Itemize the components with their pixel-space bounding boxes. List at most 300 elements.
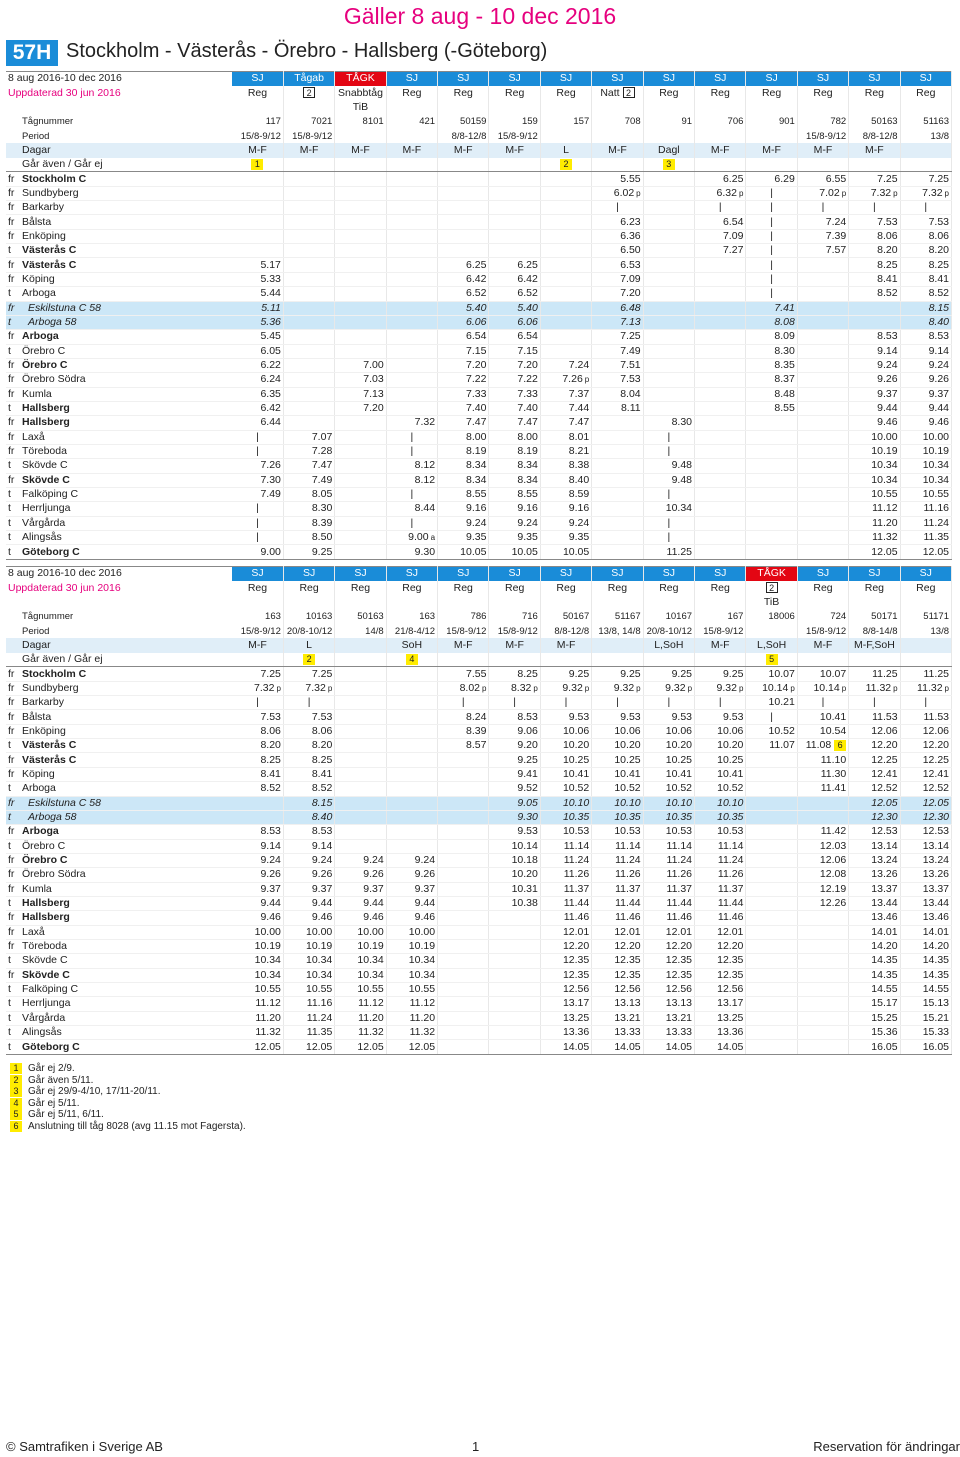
row-label: 8 aug 2016-10 dec 2016 (6, 72, 232, 86)
departure-time: 10.20 (592, 739, 643, 753)
stop-row (6, 882, 952, 896)
tib-cell (386, 100, 437, 114)
departure-time (335, 229, 386, 243)
departure-time (695, 387, 746, 401)
stop-row (6, 315, 952, 329)
departure-time: 10.41 (540, 767, 591, 781)
departure-time: 9.26 (386, 868, 437, 882)
departure-time: 8.06 (232, 724, 283, 738)
departure-time: 10.34 (232, 968, 283, 982)
departure-time (386, 531, 437, 545)
departure-time: 11.37 (643, 882, 694, 896)
departure-time: 6.52 (489, 287, 540, 301)
footnote-marker: 4 (10, 1098, 22, 1109)
footnote-cell (232, 653, 283, 667)
departure-time: 8.53 (232, 825, 283, 839)
days-cell: L (283, 638, 334, 652)
stop-label (6, 1011, 232, 1025)
stop-row (6, 172, 952, 186)
departure-time: 10.34 (283, 954, 334, 968)
departure-time: 9.26 (849, 373, 900, 387)
time-value: 6.02 (613, 186, 635, 199)
stop-row (6, 1040, 952, 1054)
period-cell: 13/8, 14/8 (592, 624, 643, 638)
footnote-cell (643, 158, 694, 172)
stop-row (6, 753, 952, 767)
tib-cell (489, 595, 540, 609)
departure-time: 10.35 (592, 810, 643, 824)
departure-time (797, 516, 848, 530)
departure-time (643, 358, 694, 372)
departure-time (335, 710, 386, 724)
departure-time: 10.10 (643, 796, 694, 810)
departure-time: 11.46 (643, 911, 694, 925)
departure-time: 9.25 (540, 667, 591, 681)
departure-time: 14.05 (592, 1040, 643, 1054)
row-also (6, 158, 952, 172)
time-value: 7.32 (870, 186, 892, 199)
departure-time: 9.37 (849, 387, 900, 401)
stop-row (6, 330, 952, 344)
departure-time (592, 186, 643, 200)
stop-prefix: fr (8, 201, 15, 214)
departure-time (335, 473, 386, 487)
departure-time: 11.25 (849, 667, 900, 681)
departure-time: 11.46 (695, 911, 746, 925)
departure-time: 11.37 (592, 882, 643, 896)
departure-time: 5.44 (232, 287, 283, 301)
departure-time: 11.35 (900, 531, 951, 545)
days-cell: M-F (695, 143, 746, 157)
departure-time: 9.25 (643, 667, 694, 681)
departure-time: 6.22 (232, 358, 283, 372)
departure-time: 6.25 (438, 258, 489, 272)
footnote-text: Går ej 5/11, 6/11. (28, 1109, 104, 1121)
stop-name: Arboga (22, 825, 59, 838)
departure-time (540, 201, 591, 215)
departure-time: 11.10 (797, 753, 848, 767)
departure-time: 8.53 (283, 825, 334, 839)
stop-name: Alingsås (22, 531, 62, 544)
departure-time: 11.24 (540, 853, 591, 867)
stop-row (6, 387, 952, 401)
departure-time: 12.20 (849, 739, 900, 753)
stop-marker: p (841, 188, 847, 198)
departure-time: 6.36 (592, 229, 643, 243)
departure-time: 10.55 (335, 982, 386, 996)
departure-time: 6.25 (695, 172, 746, 186)
departure-time: 10.19 (283, 939, 334, 953)
departure-time (797, 939, 848, 953)
departure-time: 15.21 (900, 1011, 951, 1025)
departure-time: 12.20 (643, 939, 694, 953)
departure-time: 6.54 (489, 330, 540, 344)
departure-time: 7.09 (592, 272, 643, 286)
departure-time (797, 358, 848, 372)
departure-time: 7.07 (283, 430, 334, 444)
departure-time: 12.20 (900, 739, 951, 753)
footnote-cell (849, 158, 900, 172)
departure-time: 15.36 (849, 1026, 900, 1040)
stop-prefix: fr (8, 330, 15, 343)
departure-time: 6.42 (232, 401, 283, 415)
stop-marker: p (790, 683, 795, 693)
departure-time (746, 782, 797, 796)
departure-time: 8.21 (540, 444, 591, 458)
stop-row (6, 186, 952, 200)
train-number-cell: 50171 (849, 610, 900, 624)
departure-time (438, 201, 489, 215)
departure-time: | (643, 516, 694, 530)
departure-time: | (232, 696, 283, 710)
departure-time: 8.12 (386, 473, 437, 487)
departure-time (592, 473, 643, 487)
operator-cell: SJ (695, 72, 746, 86)
departure-time: 8.39 (283, 516, 334, 530)
time-value: 9.32 (562, 681, 583, 694)
operator-cell: SJ (695, 567, 746, 581)
departure-time: 12.05 (849, 796, 900, 810)
departure-time (335, 796, 386, 810)
departure-time: 11.42 (797, 825, 848, 839)
departure-time (797, 982, 848, 996)
departure-time: 12.30 (900, 810, 951, 824)
departure-time (695, 272, 746, 286)
stop-prefix: fr (8, 696, 15, 709)
footnote-cell (797, 653, 848, 667)
stop-row (6, 767, 952, 781)
stop-name: Herrljunga (22, 997, 71, 1010)
footnote-cell (283, 653, 334, 667)
departure-time (386, 344, 437, 358)
departure-time (849, 186, 900, 200)
tib-cell (540, 100, 591, 114)
stop-name: Arboga (22, 330, 59, 343)
departure-time (797, 954, 848, 968)
days-cell: M-F (849, 143, 900, 157)
stop-marker: p (327, 683, 333, 693)
departure-time: 9.35 (540, 531, 591, 545)
departure-time: 11.20 (232, 1011, 283, 1025)
departure-time: 12.01 (643, 925, 694, 939)
days-cell: M-F (592, 143, 643, 157)
departure-time: 6.44 (232, 416, 283, 430)
departure-time (335, 839, 386, 853)
departure-time: 8.59 (540, 487, 591, 501)
departure-time (643, 330, 694, 344)
period-cell: 13/8 (900, 129, 951, 143)
departure-time: 8.30 (643, 416, 694, 430)
departure-time: | (900, 201, 951, 215)
departure-time: | (489, 696, 540, 710)
stop-row (6, 531, 952, 545)
departure-time (232, 186, 283, 200)
train-number-cell: 50159 (438, 115, 489, 129)
stop-prefix: fr (8, 710, 15, 723)
train-number-cell: 167 (695, 610, 746, 624)
stop-prefix: t (8, 1011, 11, 1024)
days-cell: M-F (335, 143, 386, 157)
stop-name: Sundbyberg (22, 681, 79, 694)
departure-time: 10.19 (849, 444, 900, 458)
row-label: Uppdaterad 30 jun 2016 (8, 581, 121, 594)
departure-time (232, 201, 283, 215)
product-cell: Reg (900, 86, 951, 100)
departure-time (797, 344, 848, 358)
footnote-cell (232, 158, 283, 172)
departure-time (695, 330, 746, 344)
tib-cell (695, 595, 746, 609)
departure-time (489, 997, 540, 1011)
product-cell: Reg (540, 86, 591, 100)
departure-time: 8.25 (232, 753, 283, 767)
period-cell (540, 129, 591, 143)
departure-time (592, 531, 643, 545)
departure-time: | (438, 696, 489, 710)
departure-time: | (746, 229, 797, 243)
departure-time (232, 681, 283, 695)
operator-cell: SJ (900, 72, 951, 86)
departure-time (489, 939, 540, 953)
departure-time: 9.52 (489, 782, 540, 796)
departure-time: 9.46 (900, 416, 951, 430)
stop-prefix: fr (8, 359, 15, 372)
departure-time: 7.26 (232, 459, 283, 473)
operator-cell: Tågab (283, 72, 334, 86)
departure-time: 8.44 (386, 502, 437, 516)
departure-time (335, 739, 386, 753)
departure-time: 7.20 (335, 401, 386, 415)
departure-time (540, 272, 591, 286)
footnote-marker: 6 (10, 1121, 22, 1132)
departure-time (283, 229, 334, 243)
departure-time (797, 796, 848, 810)
departure-time: 13.37 (900, 882, 951, 896)
departure-time (489, 982, 540, 996)
footnote-cell (900, 653, 951, 667)
departure-time: 8.52 (232, 782, 283, 796)
days-cell: M-F (232, 143, 283, 157)
footnote-cell (386, 653, 437, 667)
departure-time: 16.05 (849, 1040, 900, 1054)
stop-row (6, 911, 952, 925)
departure-time (438, 229, 489, 243)
departure-time: | (746, 710, 797, 724)
product-cell (592, 86, 643, 100)
stop-label (6, 201, 232, 215)
departure-time: 7.20 (592, 287, 643, 301)
departure-time: 6.05 (232, 344, 283, 358)
departure-time: 9.14 (900, 344, 951, 358)
departure-time: 7.49 (283, 473, 334, 487)
train-number-cell: 782 (797, 115, 848, 129)
departure-time: 10.34 (335, 954, 386, 968)
departure-time: 8.41 (849, 272, 900, 286)
departure-time (386, 229, 437, 243)
train-number-cell: 163 (386, 610, 437, 624)
departure-time: 8.06 (900, 229, 951, 243)
footnote-item (10, 1086, 246, 1098)
departure-time: 8.20 (849, 244, 900, 258)
days-cell (335, 638, 386, 652)
stop-prefix: t (8, 954, 11, 967)
departure-time (592, 416, 643, 430)
time-value: 11.32 (917, 681, 943, 694)
stop-label (6, 767, 232, 781)
stop-row (6, 272, 952, 286)
period-cell: 8/8-12/8 (849, 129, 900, 143)
departure-time (695, 301, 746, 315)
time-value: 7.32 (254, 681, 275, 694)
stop-name: Arboga 58 (28, 811, 77, 824)
departure-time (283, 287, 334, 301)
departure-time: 9.48 (643, 473, 694, 487)
stop-label (6, 459, 232, 473)
departure-time (438, 753, 489, 767)
departure-time: 9.06 (489, 724, 540, 738)
departure-time: 9.24 (900, 358, 951, 372)
departure-time: 12.05 (900, 545, 951, 559)
row-train_numbers (6, 115, 952, 129)
departure-time (283, 387, 334, 401)
days-cell (900, 143, 951, 157)
stop-label (6, 531, 232, 545)
departure-time (746, 939, 797, 953)
tib-cell (797, 595, 848, 609)
departure-time: | (386, 444, 437, 458)
stop-row (6, 487, 952, 501)
stop-name: Enköping (22, 229, 66, 242)
stop-prefix: fr (8, 387, 15, 400)
departure-time (438, 810, 489, 824)
departure-time (746, 896, 797, 910)
departure-time (232, 796, 283, 810)
departure-time (797, 911, 848, 925)
departure-time (900, 681, 951, 695)
stop-row (6, 810, 952, 824)
departure-time: | (797, 696, 848, 710)
stop-label (6, 229, 232, 243)
departure-time (438, 782, 489, 796)
stop-label (6, 430, 232, 444)
departure-time: 12.53 (900, 825, 951, 839)
period-cell: 14/8 (335, 624, 386, 638)
departure-time: 10.35 (643, 810, 694, 824)
departure-time: 7.15 (438, 344, 489, 358)
departure-time (386, 667, 437, 681)
departure-time: 10.05 (489, 545, 540, 559)
time-value: 11.08 (805, 739, 832, 752)
departure-time (900, 186, 951, 200)
train-number-cell: 7021 (283, 115, 334, 129)
departure-time: 9.20 (489, 739, 540, 753)
departure-time: 11.44 (592, 896, 643, 910)
stop-label (6, 681, 232, 695)
departure-time: 12.01 (592, 925, 643, 939)
stop-marker: a (430, 533, 436, 543)
stop-row (6, 516, 952, 530)
departure-time: 8.48 (746, 387, 797, 401)
departure-time: 10.34 (900, 473, 951, 487)
departure-time: | (746, 201, 797, 215)
stop-label (6, 502, 232, 516)
departure-time: 12.25 (900, 753, 951, 767)
time-value: 7.26 (562, 373, 583, 386)
days-cell: M-F (283, 143, 334, 157)
departure-time (797, 330, 848, 344)
departure-time: | (746, 244, 797, 258)
departure-time (746, 416, 797, 430)
departure-time (643, 401, 694, 415)
departure-time: 7.33 (489, 387, 540, 401)
departure-time: 9.37 (900, 387, 951, 401)
days-cell: M-F (797, 638, 848, 652)
time-value: 6.32 (716, 186, 737, 199)
departure-time (438, 939, 489, 953)
departure-time: 9.46 (386, 911, 437, 925)
departure-time (643, 315, 694, 329)
departure-time: 9.24 (849, 358, 900, 372)
departure-time: 14.05 (540, 1040, 591, 1054)
departure-time: 14.20 (900, 939, 951, 953)
departure-time (849, 301, 900, 315)
departure-time (540, 301, 591, 315)
departure-time: 7.32 (386, 416, 437, 430)
train-number-cell: 421 (386, 115, 437, 129)
departure-time (335, 502, 386, 516)
stop-row (6, 939, 952, 953)
stop-name: Örebro C (22, 344, 66, 357)
departure-time: 7.51 (592, 358, 643, 372)
departure-time: 13.24 (849, 853, 900, 867)
departure-time: 12.05 (900, 796, 951, 810)
departure-time: 13.17 (540, 997, 591, 1011)
operator-cell: SJ (592, 567, 643, 581)
departure-time (386, 330, 437, 344)
stop-row (6, 344, 952, 358)
departure-time (283, 244, 334, 258)
footnote-marker: 2 (303, 654, 315, 665)
departure-time: 9.44 (900, 401, 951, 415)
departure-time: 7.20 (489, 358, 540, 372)
departure-time (746, 516, 797, 530)
departure-time: 10.55 (232, 982, 283, 996)
departure-time (695, 430, 746, 444)
stop-prefix: t (8, 839, 11, 852)
departure-time (540, 229, 591, 243)
departure-time: 8.20 (232, 739, 283, 753)
footnote-text: Går även 5/11. (28, 1074, 94, 1086)
departure-time: 10.34 (386, 968, 437, 982)
stop-name: Töreboda (22, 940, 67, 953)
departure-time: 9.14 (849, 344, 900, 358)
departure-time: 12.35 (592, 954, 643, 968)
departure-time: 10.34 (386, 954, 437, 968)
departure-time (540, 330, 591, 344)
departure-time: 14.01 (900, 925, 951, 939)
departure-time: | (746, 186, 797, 200)
departure-time: 6.53 (592, 258, 643, 272)
departure-time (489, 968, 540, 982)
departure-time: 10.55 (900, 487, 951, 501)
departure-time (695, 315, 746, 329)
departure-time (643, 201, 694, 215)
departure-time: 7.47 (283, 459, 334, 473)
stop-marker: p (841, 683, 847, 693)
departure-time (489, 954, 540, 968)
departure-time: 10.19 (900, 444, 951, 458)
stop-row (6, 502, 952, 516)
